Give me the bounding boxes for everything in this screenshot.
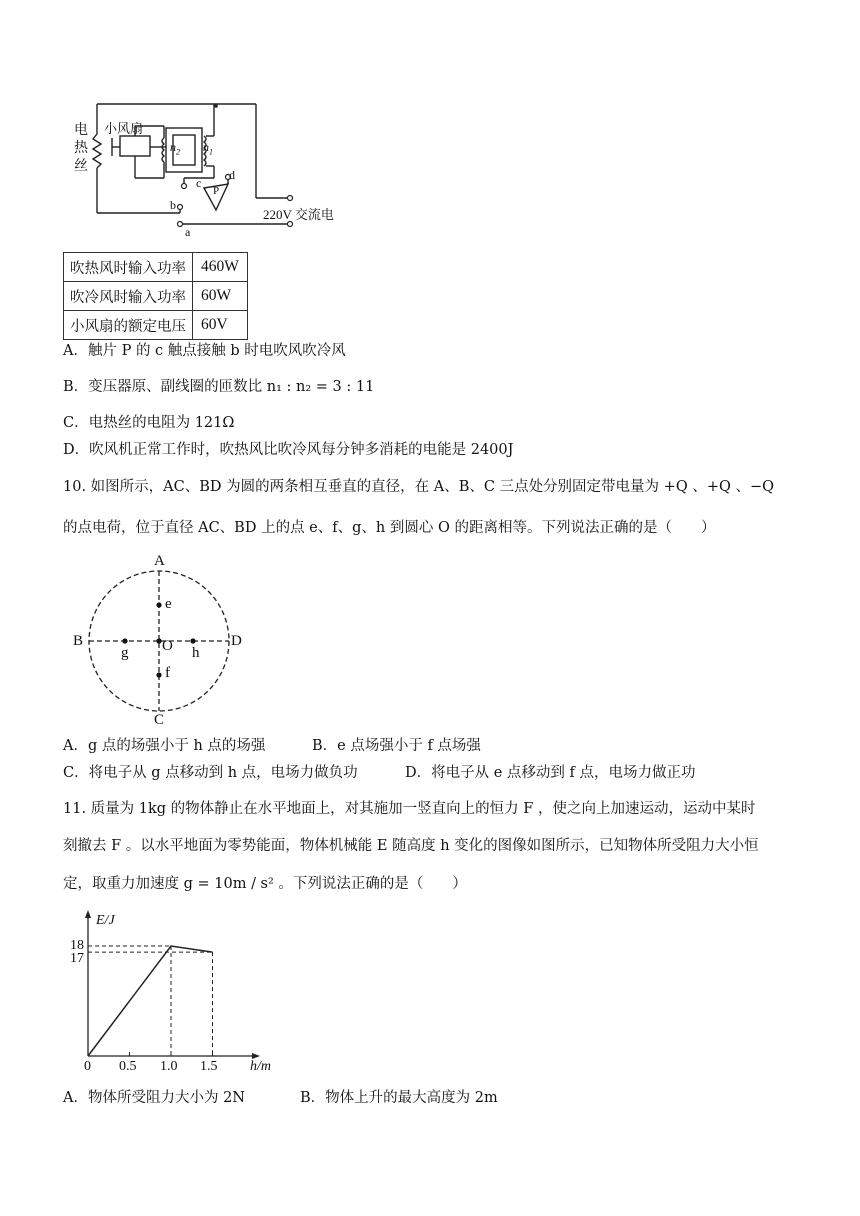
x-tick-1-0: 1.0 xyxy=(160,1059,178,1074)
table-row xyxy=(64,282,248,311)
contact-b-label: b xyxy=(170,198,176,212)
slider-p-label: P xyxy=(213,185,220,197)
point-f-label: f xyxy=(165,665,170,681)
q10-stem-line2: 的点电荷，位于直径 AC、BD 上的点 e、f、g、h 到圆心 O 的距离相等。下列说法正确的是（ ） xyxy=(63,520,716,536)
q10-stem-line1: 10. 如图所示，AC、BD 为圆的两条相互垂直的直径，在 A、B、C 三点处分别固定带电量为 +Q 、+Q 、−Q xyxy=(63,479,774,495)
x-tick-0-5: 0.5 xyxy=(119,1059,137,1074)
point-c-label: C xyxy=(154,712,165,728)
q11-stem-line2: 刻撤去 F 。以水平地面为零势能面，物体机械能 E 随高度 h 变化的图像如图所示，已知物体所受阻力大小恒 xyxy=(63,838,759,854)
table-row xyxy=(64,253,248,282)
q10-option-a: A．g 点的场强小于 h 点的场强 xyxy=(63,738,266,754)
energy-height-chart xyxy=(60,908,280,1078)
q10-option-c: C．将电子从 g 点移动到 h 点，电场力做负功 xyxy=(63,765,358,781)
point-h-label: h xyxy=(192,645,200,661)
x-axis-label: h/m xyxy=(250,1059,271,1074)
x-tick-1-5: 1.5 xyxy=(200,1059,218,1074)
contact-d-label: d xyxy=(229,168,235,182)
spec-label: 小风扇的额定电压 xyxy=(64,311,193,340)
point-o-label: O xyxy=(162,638,173,654)
q10-option-d: D．将电子从 e 点移动到 f 点，电场力做正功 xyxy=(405,765,696,781)
q11-option-b: B．物体上升的最大高度为 2m xyxy=(300,1090,498,1106)
q9-option-a: A．触片 P 的 c 触点接触 b 时电吹风吹冷风 xyxy=(63,343,346,359)
q9-option-b: B．变压器原、副线圈的匝数比 n₁ : n₂ = 3 : 11 xyxy=(63,379,375,395)
spec-table xyxy=(63,252,248,340)
q9-option-c: C．电热丝的电阻为 121Ω xyxy=(63,415,235,431)
contact-a-label: a xyxy=(185,225,191,239)
x-tick-0: 0 xyxy=(84,1059,91,1074)
spec-label: 吹热风时输入功率 xyxy=(64,253,193,282)
n2-label: $n_2$ xyxy=(170,140,180,157)
energy-line xyxy=(88,946,213,1056)
q11-stem-line1: 11. 质量为 1kg 的物体静止在水平地面上，对其施加一竖直向上的恒力 F ，使之向上加速运动，运动中某时 xyxy=(63,801,756,817)
table-row xyxy=(64,311,248,340)
q11-stem-line3: 定，取重力加速度 g = 10m / s² 。下列说法正确的是（ ） xyxy=(63,876,467,892)
y-tick-18: 18 xyxy=(70,938,84,953)
n1-label: $n_1$ xyxy=(203,140,213,157)
point-a-label: A xyxy=(154,553,165,569)
contact-c-label: c xyxy=(196,176,202,190)
fan-label: 小风扇 xyxy=(104,121,144,136)
spec-label: 吹冷风时输入功率 xyxy=(64,282,193,311)
q11-option-a: A．物体所受阻力大小为 2N xyxy=(63,1090,245,1106)
q10-option-b: B．e 点场强小于 f 点场强 xyxy=(312,738,481,754)
spec-value: 460W xyxy=(193,253,248,282)
point-d-label: D xyxy=(231,633,242,649)
q9-option-d: D．吹风机正常工作时，吹热风比吹冷风每分钟多消耗的电能是 2400J xyxy=(63,442,514,458)
point-b-label: B xyxy=(73,633,84,649)
source-label: 220V 交流电 xyxy=(263,207,334,222)
heater-label: 电 热 丝 xyxy=(74,123,88,174)
y-axis-label: E/J xyxy=(96,913,115,928)
y-tick-17: 17 xyxy=(70,951,84,966)
spec-value: 60W xyxy=(193,282,248,311)
point-g-label: g xyxy=(121,645,129,661)
spec-value: 60V xyxy=(193,311,248,340)
point-e-label: e xyxy=(165,596,172,612)
